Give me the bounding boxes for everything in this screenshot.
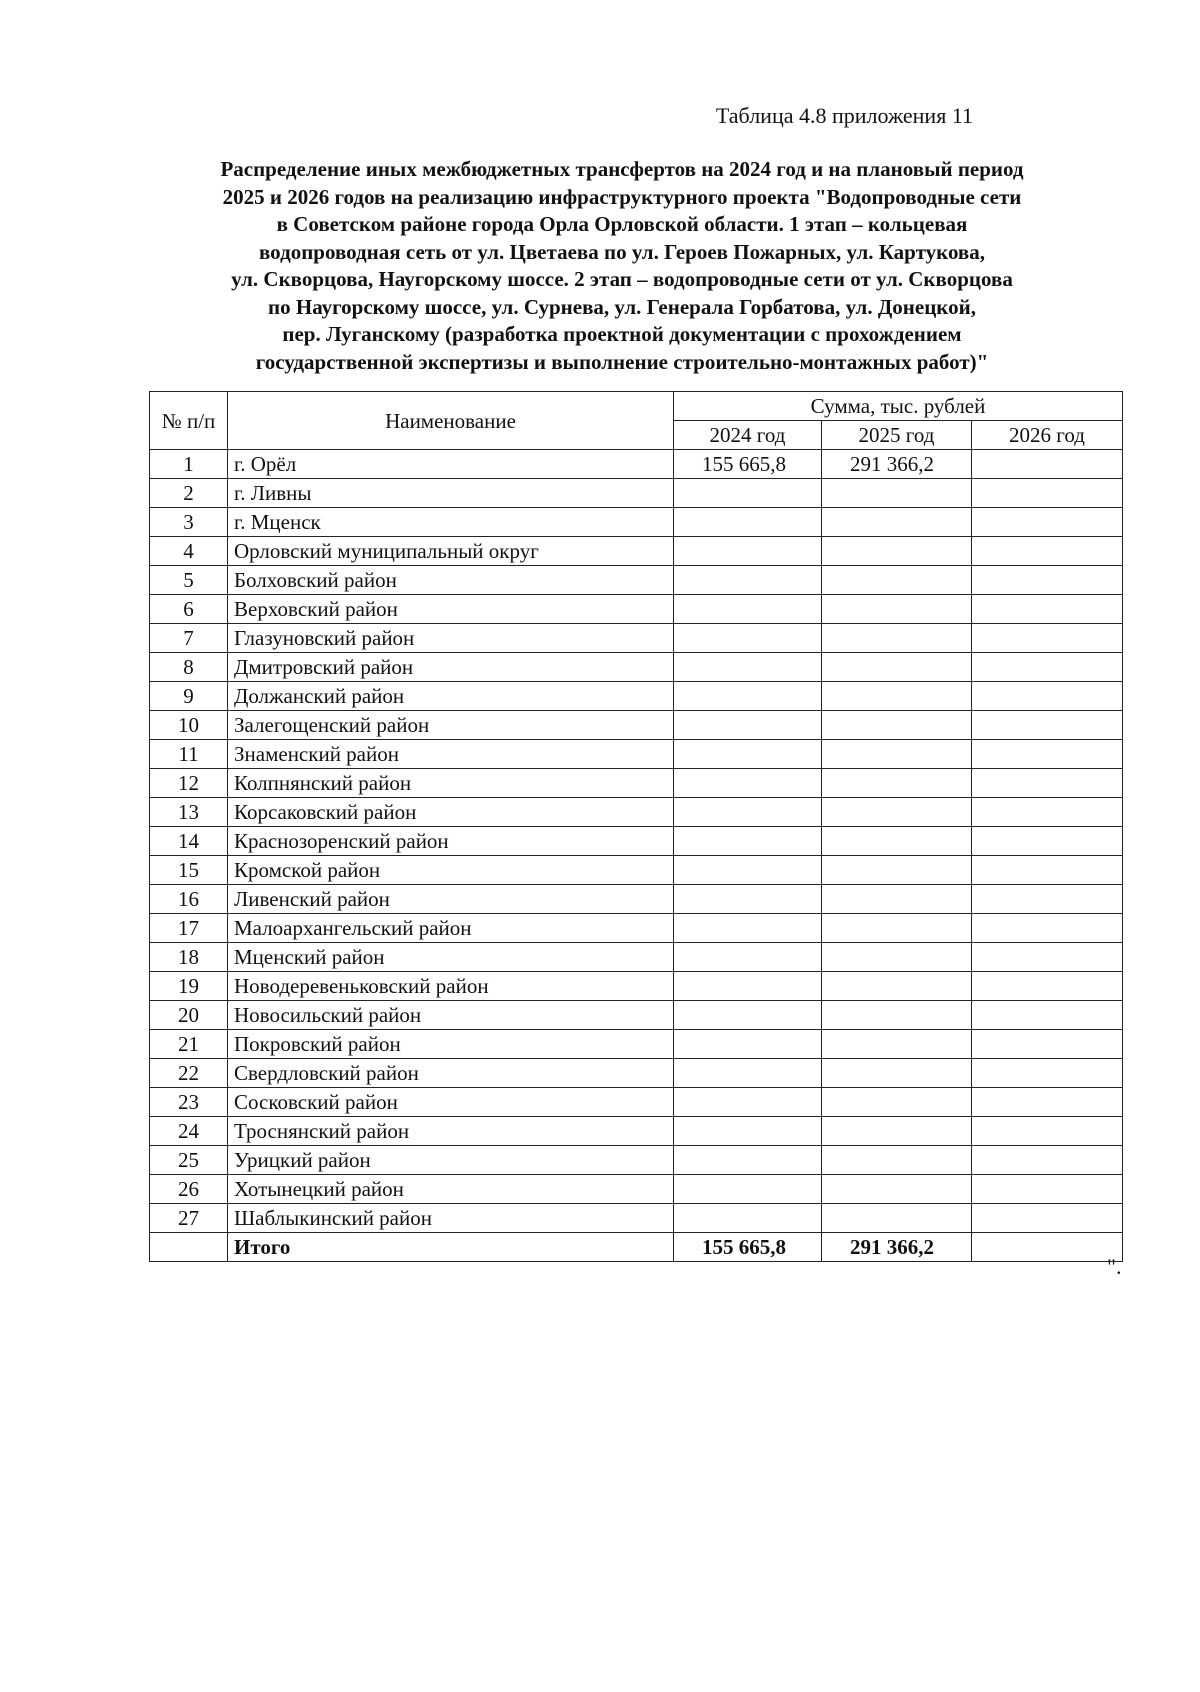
value-2025-cell xyxy=(822,1001,972,1030)
value-2026-cell xyxy=(972,943,1123,972)
value-2025-cell xyxy=(822,740,972,769)
title-line: государственной экспертизы и выполнение строительно-монтажных работ)" xyxy=(255,349,989,374)
value-2026-cell xyxy=(972,1175,1123,1204)
value-2024-cell xyxy=(674,1059,822,1088)
value-2024-cell xyxy=(674,1175,822,1204)
table-row xyxy=(150,856,1123,885)
row-name-cell: Новосильский район xyxy=(228,1001,674,1030)
value-2025-cell xyxy=(822,1146,972,1175)
value-2024-cell xyxy=(674,856,822,885)
row-number-cell: 24 xyxy=(150,1117,228,1146)
row-number-cell: 2 xyxy=(150,479,228,508)
value-2024-cell xyxy=(674,740,822,769)
value-2025-cell xyxy=(822,798,972,827)
row-number-cell: 22 xyxy=(150,1059,228,1088)
value-2026-cell xyxy=(972,740,1123,769)
row-number-cell: 21 xyxy=(150,1030,228,1059)
row-name-cell: Орловский муниципальный округ xyxy=(228,537,674,566)
title-line: водопроводная сеть от ул. Цветаева по ул. Героев Пожарных, ул. Картукова, xyxy=(258,239,986,264)
value-2025-cell xyxy=(822,1059,972,1088)
table-row xyxy=(150,1175,1123,1204)
row-number-cell: 12 xyxy=(150,769,228,798)
value-2024-cell xyxy=(674,885,822,914)
row-name-cell: Покровский район xyxy=(228,1030,674,1059)
value-2025-cell xyxy=(822,624,972,653)
value-2024-cell xyxy=(674,769,822,798)
total-row xyxy=(150,1233,1123,1262)
table-row xyxy=(150,914,1123,943)
value-2025-cell xyxy=(822,1175,972,1204)
row-name-cell: Должанский район xyxy=(228,682,674,711)
table-row xyxy=(150,798,1123,827)
table-row xyxy=(150,624,1123,653)
row-number-cell: 4 xyxy=(150,537,228,566)
total-label-cell: Итого xyxy=(228,1233,674,1262)
value-2024-cell xyxy=(674,914,822,943)
row-number-cell: 25 xyxy=(150,1146,228,1175)
value-2024-cell xyxy=(674,624,822,653)
row-name-cell: Шаблыкинский район xyxy=(228,1204,674,1233)
value-2026-cell xyxy=(972,595,1123,624)
row-number-cell: 20 xyxy=(150,1001,228,1030)
value-2026-cell xyxy=(972,1117,1123,1146)
table-row xyxy=(150,682,1123,711)
column-header-year-2025: 2025 год xyxy=(822,421,972,450)
column-header-year-2026: 2026 год xyxy=(972,421,1123,450)
table-row xyxy=(150,769,1123,798)
value-2025-cell xyxy=(822,479,972,508)
value-2025-cell xyxy=(822,885,972,914)
row-name-cell: г. Ливны xyxy=(228,479,674,508)
value-2024-cell xyxy=(674,827,822,856)
value-2025-cell xyxy=(822,827,972,856)
value-2024-cell xyxy=(674,1117,822,1146)
row-name-cell: Хотынецкий район xyxy=(228,1175,674,1204)
value-2026-cell xyxy=(972,508,1123,537)
value-2025-cell xyxy=(822,1204,972,1233)
row-name-cell: Кромской район xyxy=(228,856,674,885)
row-name-cell: Колпнянский район xyxy=(228,769,674,798)
value-2026-cell xyxy=(972,798,1123,827)
distribution-table xyxy=(149,391,1123,1262)
table-row xyxy=(150,1204,1123,1233)
table-row xyxy=(150,1001,1123,1030)
closing-quote-mark: ". xyxy=(1107,1254,1122,1279)
title-line: пер. Луганскому (разработка проектной документации с прохождением xyxy=(282,322,962,346)
row-name-cell: Знаменский район xyxy=(228,740,674,769)
table-body xyxy=(150,450,1123,1262)
table-row xyxy=(150,740,1123,769)
row-name-cell: Корсаковский район xyxy=(228,798,674,827)
value-2026-cell xyxy=(972,885,1123,914)
value-2026-cell xyxy=(972,827,1123,856)
row-number-cell: 7 xyxy=(150,624,228,653)
table-row xyxy=(150,508,1123,537)
total-2025-cell: 291 366,2 xyxy=(822,1233,972,1262)
table-row xyxy=(150,972,1123,1001)
value-2025-cell xyxy=(822,943,972,972)
table-row xyxy=(150,827,1123,856)
table-header-row xyxy=(150,392,1123,421)
value-2025-cell xyxy=(822,508,972,537)
row-number-cell: 1 xyxy=(150,450,228,479)
row-name-cell: Болховский район xyxy=(228,566,674,595)
value-2026-cell xyxy=(972,856,1123,885)
row-number-cell: 27 xyxy=(150,1204,228,1233)
row-number-cell: 26 xyxy=(150,1175,228,1204)
title-line: 2025 и 2026 годов на реализацию инфраструктурного проекта "Водопроводные сети xyxy=(222,184,1022,209)
row-number-cell: 18 xyxy=(150,943,228,972)
value-2025-cell xyxy=(822,1117,972,1146)
value-2026-cell xyxy=(972,769,1123,798)
value-2026-cell xyxy=(972,972,1123,1001)
value-2026-cell xyxy=(972,1146,1123,1175)
row-number-cell: 8 xyxy=(150,653,228,682)
value-2024-cell xyxy=(674,1001,822,1030)
value-2026-cell xyxy=(972,1088,1123,1117)
value-2025-cell xyxy=(822,856,972,885)
total-2026-cell xyxy=(972,1233,1123,1262)
row-number-cell: 19 xyxy=(150,972,228,1001)
row-name-cell: Краснозоренский район xyxy=(228,827,674,856)
value-2025-cell xyxy=(822,711,972,740)
value-2024-cell xyxy=(674,1204,822,1233)
table-row xyxy=(150,1117,1123,1146)
value-2024-cell: 155 665,8 xyxy=(674,450,822,479)
row-name-cell: Глазуновский район xyxy=(228,624,674,653)
row-name-cell: Малоархангельский район xyxy=(228,914,674,943)
value-2026-cell xyxy=(972,450,1123,479)
row-number-cell: 14 xyxy=(150,827,228,856)
value-2024-cell xyxy=(674,595,822,624)
table-row xyxy=(150,1146,1123,1175)
value-2026-cell xyxy=(972,566,1123,595)
row-number-cell: 16 xyxy=(150,885,228,914)
title-line: по Наугорскому шоссе, ул. Сурнева, ул. Генерала Горбатова, ул. Донецкой, xyxy=(268,294,976,319)
column-header-sum: Сумма, тыс. рублей xyxy=(674,392,1123,421)
table-row xyxy=(150,1030,1123,1059)
row-name-cell: Залегощенский район xyxy=(228,711,674,740)
value-2024-cell xyxy=(674,508,822,537)
row-name-cell: Ливенский район xyxy=(228,885,674,914)
row-number-cell: 11 xyxy=(150,740,228,769)
table-reference: Таблица 4.8 приложения 11 xyxy=(715,103,973,128)
value-2026-cell xyxy=(972,1204,1123,1233)
title-line: в Советском районе города Орла Орловской области. 1 этап – кольцевая xyxy=(276,212,968,236)
value-2026-cell xyxy=(972,682,1123,711)
table-row xyxy=(150,537,1123,566)
table-row xyxy=(150,450,1123,479)
title-line: Распределение иных межбюджетных трансфертов на 2024 год и на плановый период xyxy=(220,157,1024,181)
value-2025-cell xyxy=(822,914,972,943)
table-row xyxy=(150,653,1123,682)
value-2025-cell xyxy=(822,682,972,711)
value-2024-cell xyxy=(674,798,822,827)
row-name-cell: Верховский район xyxy=(228,595,674,624)
row-name-cell: Урицкий район xyxy=(228,1146,674,1175)
value-2025-cell xyxy=(822,1088,972,1117)
document-title xyxy=(140,156,1104,376)
value-2026-cell xyxy=(972,479,1123,508)
row-name-cell: г. Орёл xyxy=(228,450,674,479)
value-2025-cell: 291 366,2 xyxy=(822,450,972,479)
value-2024-cell xyxy=(674,972,822,1001)
table-row xyxy=(150,566,1123,595)
column-header-number: № п/п xyxy=(150,392,228,450)
row-number-cell: 3 xyxy=(150,508,228,537)
value-2024-cell xyxy=(674,479,822,508)
value-2024-cell xyxy=(674,1146,822,1175)
value-2025-cell xyxy=(822,653,972,682)
table-row xyxy=(150,595,1123,624)
value-2024-cell xyxy=(674,1088,822,1117)
row-name-cell: г. Мценск xyxy=(228,508,674,537)
row-name-cell: Дмитровский район xyxy=(228,653,674,682)
distribution-table-container xyxy=(149,391,1122,1262)
value-2024-cell xyxy=(674,1030,822,1059)
value-2024-cell xyxy=(674,682,822,711)
row-name-cell: Сосковский район xyxy=(228,1088,674,1117)
value-2025-cell xyxy=(822,566,972,595)
value-2025-cell xyxy=(822,769,972,798)
row-name-cell: Троснянский район xyxy=(228,1117,674,1146)
row-number-cell: 13 xyxy=(150,798,228,827)
title-line: ул. Скворцова, Наугорскому шоссе. 2 этап – водопроводные сети от ул. Скворцова xyxy=(231,267,1013,291)
row-name-cell: Мценский район xyxy=(228,943,674,972)
row-name-cell: Свердловский район xyxy=(228,1059,674,1088)
table-row xyxy=(150,1088,1123,1117)
row-number-cell: 5 xyxy=(150,566,228,595)
table-row xyxy=(150,943,1123,972)
value-2024-cell xyxy=(674,537,822,566)
row-number-cell: 6 xyxy=(150,595,228,624)
value-2025-cell xyxy=(822,1030,972,1059)
value-2024-cell xyxy=(674,943,822,972)
column-header-name: Наименование xyxy=(228,392,674,450)
row-name-cell: Новодеревеньковский район xyxy=(228,972,674,1001)
value-2026-cell xyxy=(972,1059,1123,1088)
table-row xyxy=(150,1059,1123,1088)
value-2026-cell xyxy=(972,711,1123,740)
row-number-cell: 15 xyxy=(150,856,228,885)
value-2026-cell xyxy=(972,1030,1123,1059)
value-2026-cell xyxy=(972,624,1123,653)
column-header-year-2024: 2024 год xyxy=(674,421,822,450)
value-2025-cell xyxy=(822,972,972,1001)
total-number-cell xyxy=(150,1233,228,1262)
value-2026-cell xyxy=(972,653,1123,682)
value-2025-cell xyxy=(822,537,972,566)
row-number-cell: 17 xyxy=(150,914,228,943)
value-2026-cell xyxy=(972,537,1123,566)
table-row xyxy=(150,885,1123,914)
row-number-cell: 9 xyxy=(150,682,228,711)
value-2025-cell xyxy=(822,595,972,624)
row-number-cell: 23 xyxy=(150,1088,228,1117)
value-2026-cell xyxy=(972,1001,1123,1030)
value-2024-cell xyxy=(674,566,822,595)
value-2024-cell xyxy=(674,711,822,740)
value-2024-cell xyxy=(674,653,822,682)
table-row xyxy=(150,479,1123,508)
total-2024-cell: 155 665,8 xyxy=(674,1233,822,1262)
row-number-cell: 10 xyxy=(150,711,228,740)
value-2026-cell xyxy=(972,914,1123,943)
table-row xyxy=(150,711,1123,740)
